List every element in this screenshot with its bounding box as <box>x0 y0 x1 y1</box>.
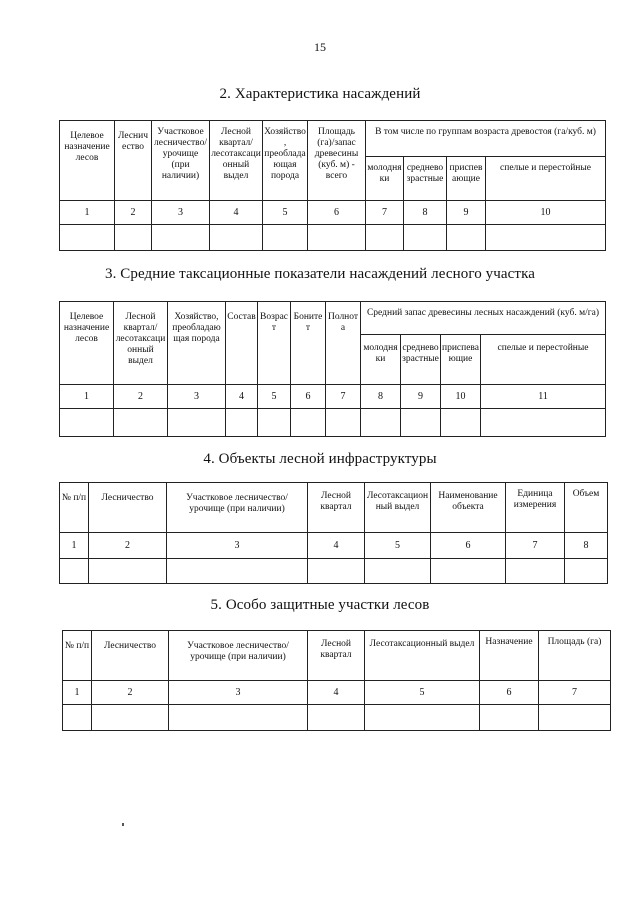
header-forestry: Лесничество <box>89 483 167 533</box>
scan-speck <box>122 823 124 826</box>
section-title-infrastructure: 4. Объекты лесной инфраструктуры <box>203 451 437 467</box>
header-row-number: № п/п <box>63 631 92 681</box>
column-number: 6 <box>480 681 539 705</box>
column-number: 10 <box>441 385 481 409</box>
column-number: 6 <box>291 385 326 409</box>
column-number: 1 <box>60 533 89 559</box>
column-number: 4 <box>210 201 263 225</box>
header-quarter-allotment: Лесной квартал/ лесотаксационный выдел <box>114 302 168 385</box>
header-forest-quarter: Лесной квартал <box>308 631 365 681</box>
header-maturing: приспевающие <box>441 335 481 385</box>
column-number: 4 <box>308 681 365 705</box>
column-number: 11 <box>481 385 606 409</box>
table-taxation-indicators <box>59 301 606 437</box>
column-number: 1 <box>60 201 115 225</box>
column-number: 4 <box>308 533 365 559</box>
header-forestry: Лесничество <box>115 121 152 201</box>
header-mature-overmature: спелые и перестойные <box>486 157 606 201</box>
header-economy-species: Хозяйство, преобладающая порода <box>263 121 308 201</box>
header-row-number: № п/п <box>60 483 89 533</box>
header-age-groups: В том числе по группам возраста древостоя (га/куб. м) <box>366 121 606 157</box>
header-district-forestry: Участковое лесничество/урочище (при наличии) <box>152 121 210 201</box>
column-number: 8 <box>404 201 447 225</box>
header-maturing: приспевающие <box>447 157 486 201</box>
table-plantation-characteristics <box>59 120 606 251</box>
header-district-forestry: Участковое лесничество/урочище (при наличии) <box>169 631 308 681</box>
header-composition: Состав <box>226 302 258 385</box>
header-area-ha: Площадь (га) <box>539 631 611 681</box>
column-number: 2 <box>115 201 152 225</box>
column-number: 9 <box>401 385 441 409</box>
column-number: 8 <box>361 385 401 409</box>
table-row-empty <box>60 225 606 251</box>
header-taxation-allotment: Лесотаксационный выдел <box>365 483 431 533</box>
column-number: 5 <box>365 681 480 705</box>
header-young-stands: молодняки <box>366 157 404 201</box>
header-forestry: Лесничество <box>92 631 169 681</box>
column-number: 7 <box>326 385 361 409</box>
header-mature-overmature: спелые и перестойные <box>481 335 606 385</box>
section-title-protective-areas: 5. Особо защитные участки лесов <box>210 597 430 613</box>
column-number: 2 <box>92 681 169 705</box>
column-number: 1 <box>60 385 114 409</box>
column-number: 10 <box>486 201 606 225</box>
column-number: 3 <box>168 385 226 409</box>
column-number: 7 <box>506 533 565 559</box>
column-number: 8 <box>565 533 608 559</box>
column-number: 5 <box>258 385 291 409</box>
header-district-forestry: Участковое лесничество/ урочище (при наличии) <box>167 483 308 533</box>
column-number: 5 <box>263 201 308 225</box>
header-young-stands: молодняки <box>361 335 401 385</box>
column-number: 9 <box>447 201 486 225</box>
column-number: 3 <box>169 681 308 705</box>
table-row-empty <box>60 559 608 584</box>
column-number: 2 <box>114 385 168 409</box>
column-number: 5 <box>365 533 431 559</box>
column-number: 3 <box>167 533 308 559</box>
header-average-stock: Средний запас древесины лесных насаждений (куб. м/га) <box>361 302 606 335</box>
table-row-empty <box>60 409 606 437</box>
column-number: 4 <box>226 385 258 409</box>
column-number: 7 <box>539 681 611 705</box>
header-economy-species: Хозяйство, преобладающая порода <box>168 302 226 385</box>
header-purpose: Целевое назначение лесов <box>60 302 114 385</box>
section-title-taxation-indicators: 3. Средние таксационные показатели насаждений лесного участка <box>104 266 535 282</box>
table-infrastructure <box>59 482 608 584</box>
table-row-empty <box>63 705 611 731</box>
header-site-class: Бонитет <box>291 302 326 385</box>
header-forest-quarter: Лесной квартал <box>308 483 365 533</box>
header-age: Возраст <box>258 302 291 385</box>
header-middle-aged: средневозрастные <box>404 157 447 201</box>
header-purpose: Целевое назначение лесов <box>60 121 115 201</box>
header-taxation-allotment: Лесотаксационный выдел <box>365 631 480 681</box>
header-area-stock: Площадь (га)/запас древесины (куб. м) - всего <box>308 121 366 201</box>
header-quarter-allotment: Лесной квартал/ лесотаксационный выдел <box>210 121 263 201</box>
column-number: 6 <box>431 533 506 559</box>
header-object-name: Наименование объекта <box>431 483 506 533</box>
column-number: 2 <box>89 533 167 559</box>
header-middle-aged: средневозрастные <box>401 335 441 385</box>
page-number: 15 <box>314 40 326 54</box>
table-protective-areas <box>62 630 611 731</box>
column-number: 7 <box>366 201 404 225</box>
header-unit-of-measure: Единица измерения <box>506 483 565 533</box>
header-volume: Объем <box>565 483 608 533</box>
header-density: Полнота <box>326 302 361 385</box>
column-number: 3 <box>152 201 210 225</box>
section-title-plantations: 2. Характеристика насаждений <box>219 86 421 102</box>
header-purpose-assignment: Назначение <box>480 631 539 681</box>
column-number: 6 <box>308 201 366 225</box>
column-number: 1 <box>63 681 92 705</box>
